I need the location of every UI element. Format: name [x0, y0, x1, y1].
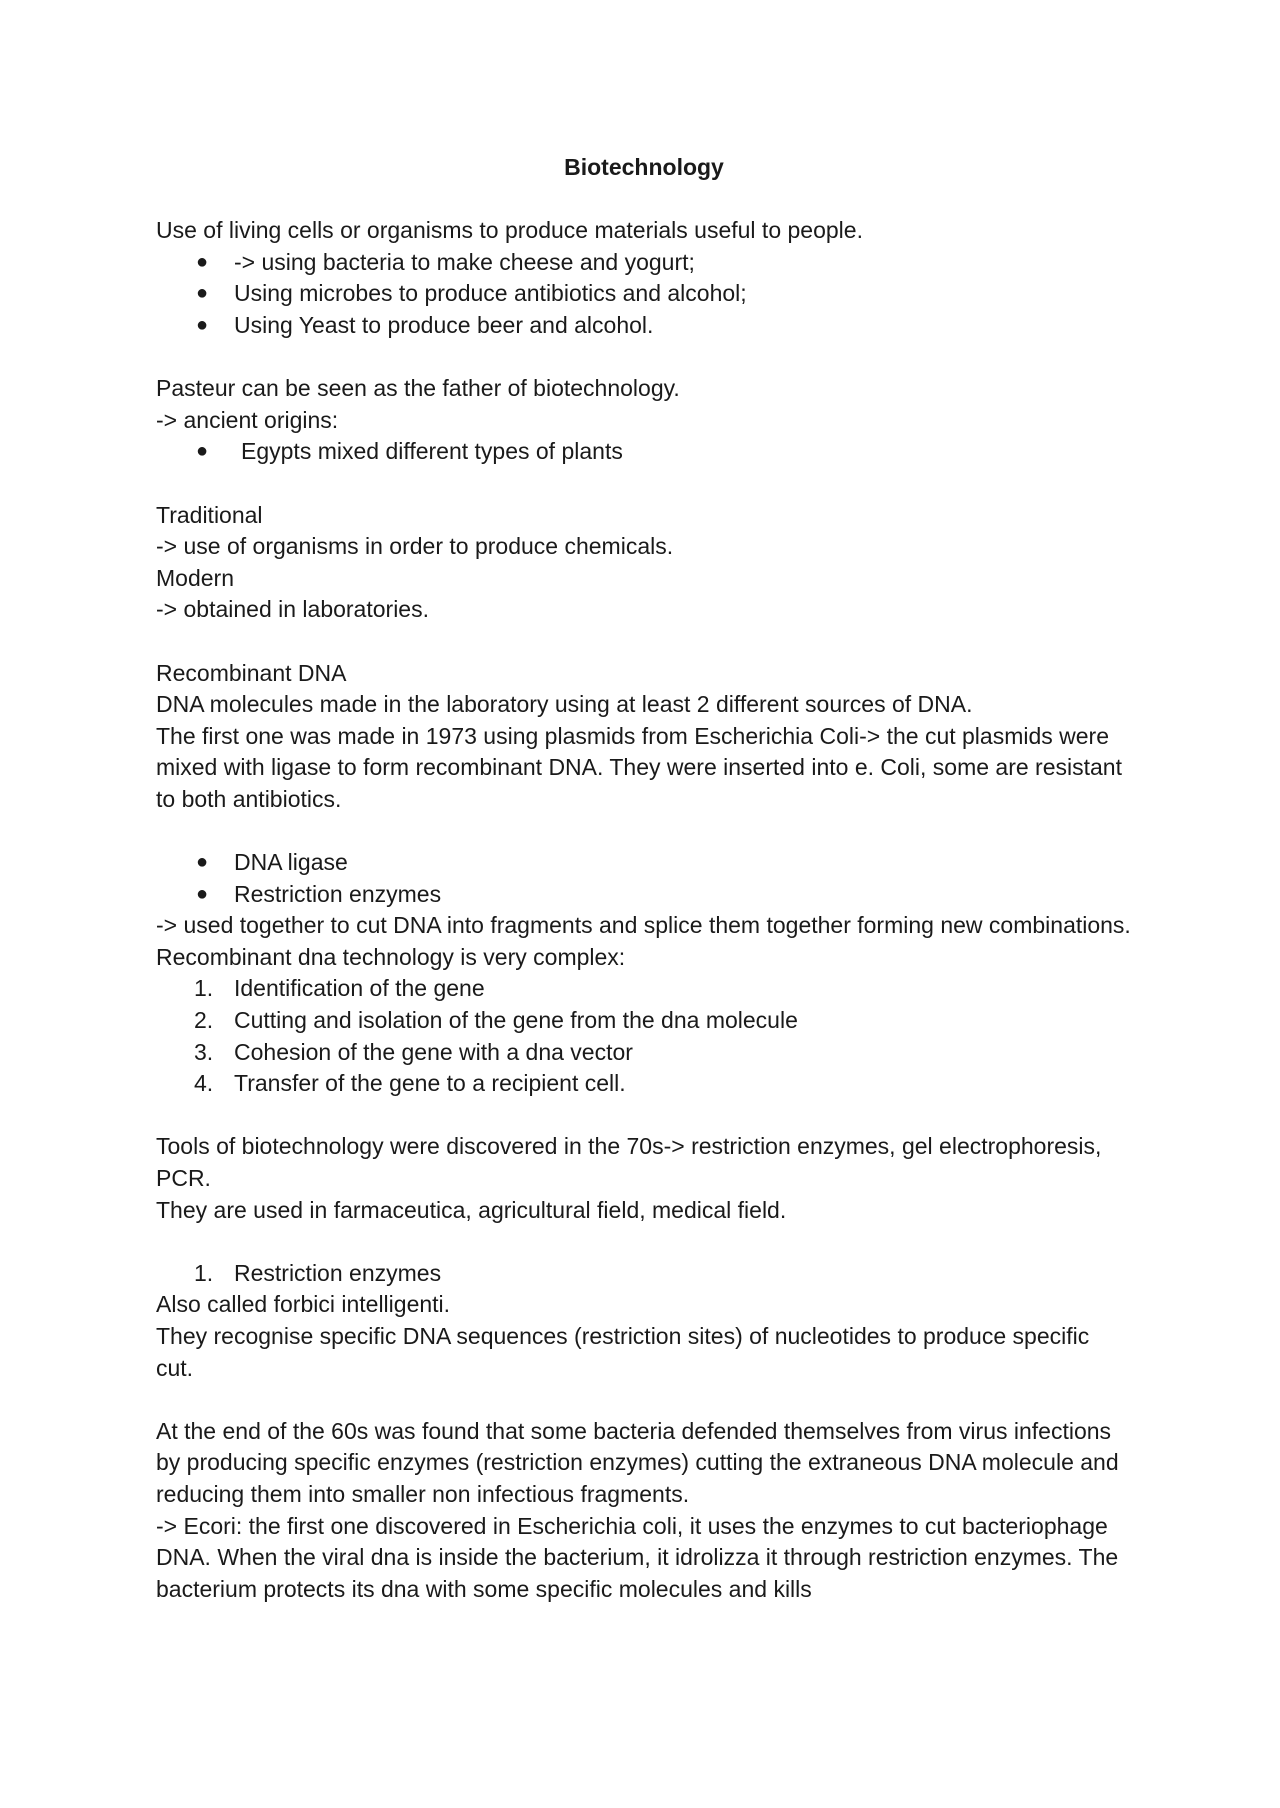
- uses-paragraph: They are used in farmaceutica, agricultural field, medical field.: [156, 1196, 787, 1223]
- recombinant-history: The first one was made in 1973 using plasmids from Escherichia Coli-> the cut plasmids were mixed with ligase to form recombinant DNA. They were inserted into e. Coli, some are resistant to both antibiotics.: [156, 722, 1122, 812]
- numbered-item: 4. Transfer of the gene to a recipient cell.: [194, 1070, 626, 1097]
- ecori-paragraph: -> Ecori: the first one discovered in Escherichia coli, it uses the enzymes to cut bacteriophage DNA. When the viral dna is inside the bacterium, it idrolizza it through restriction enzymes. The bacterium protects its dna with some specific molecules and kills: [156, 1512, 1119, 1602]
- list-item: ● Using Yeast to produce beer and alcohol.: [156, 310, 1132, 342]
- list-item: ● Using microbes to produce antibiotics and alcohol;: [156, 278, 1132, 310]
- tools-paragraph: Tools of biotechnology were discovered in the 70s-> restriction enzymes, gel electrophoresis, PCR.: [156, 1133, 1102, 1191]
- bullet-icon: ●: [196, 250, 209, 273]
- spacer: [156, 184, 1132, 216]
- list-item: ● Egypts mixed different types of plants: [156, 436, 1132, 468]
- sixties-paragraph: At the end of the 60s was found that some bacteria defended themselves from virus infections by producing specific enzymes (restriction enzymes) cutting the extraneous DNA molecule and reducing them into smaller non infectious fragments.: [156, 1417, 1119, 1507]
- enzymes-use-paragraph: -> used together to cut DNA into fragments and splice them together forming new combinations.: [156, 912, 1131, 939]
- bullet-icon: ●: [196, 851, 209, 874]
- recognise-paragraph: They recognise specific DNA sequences (restriction sites) of nucleotides to produce specific cut.: [156, 1322, 1090, 1381]
- list-item: ● DNA ligase: [156, 847, 1132, 879]
- bullet-icon: ●: [196, 313, 209, 336]
- also-called-line: Also called forbici intelligenti.: [156, 1291, 451, 1318]
- spacer: [156, 1384, 1132, 1416]
- numbered-item: 3. Cohesion of the gene with a dna vector: [194, 1038, 633, 1065]
- traditional-heading: Traditional: [156, 501, 263, 528]
- numbered-item: 2. Cutting and isolation of the gene from the dna molecule: [194, 1007, 798, 1034]
- bullet-icon: ●: [196, 282, 209, 305]
- traditional-description: -> use of organisms in order to produce chemicals.: [156, 533, 674, 560]
- list-item: ● -> using bacteria to make cheese and yogurt;: [156, 247, 1132, 279]
- list-item: ● Restriction enzymes: [156, 879, 1132, 911]
- bullet-icon: ●: [196, 882, 209, 905]
- section-heading: 1. Restriction enzymes: [194, 1259, 442, 1286]
- document-body: [156, 152, 1132, 1605]
- ancient-origins-line: -> ancient origins:: [156, 406, 339, 433]
- spacer: [156, 626, 1132, 658]
- recombinant-heading: Recombinant DNA: [156, 659, 347, 686]
- spacer: [156, 468, 1132, 500]
- spacer: [156, 815, 1132, 847]
- intro-paragraph: Use of living cells or organisms to produce materials useful to people.: [156, 217, 863, 244]
- spacer: [156, 342, 1132, 374]
- modern-description: -> obtained in laboratories.: [156, 596, 429, 623]
- pasteur-paragraph: Pasteur can be seen as the father of biotechnology.: [156, 375, 680, 402]
- recombinant-definition: DNA molecules made in the laboratory using at least 2 different sources of DNA.: [156, 691, 973, 718]
- spacer: [156, 1100, 1132, 1132]
- complexity-line: Recombinant dna technology is very complex:: [156, 943, 626, 970]
- bullet-icon: ●: [196, 440, 209, 463]
- numbered-item: 1. Identification of the gene: [194, 975, 485, 1002]
- modern-heading: Modern: [156, 564, 234, 591]
- spacer: [156, 1226, 1132, 1258]
- document-title: Biotechnology: [564, 154, 724, 180]
